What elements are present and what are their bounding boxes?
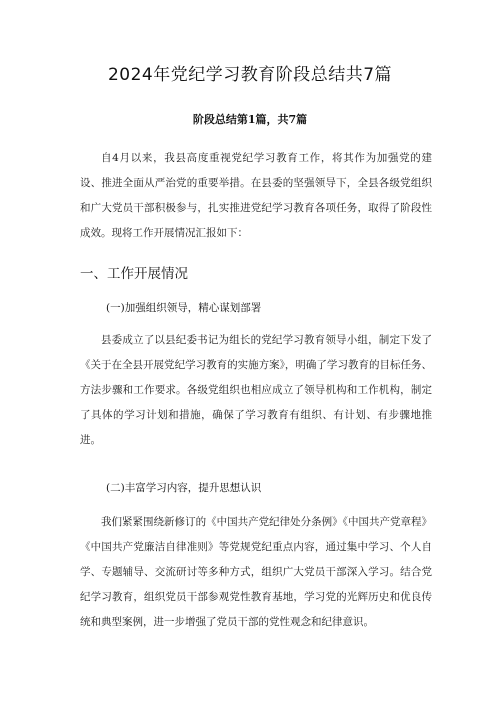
section-heading: 一、工作开展情况	[80, 266, 188, 282]
body-paragraph: 我们紧紧围绕新修订的《中国共产党纪律处分条例》《中国共产党章程》《中国共产党廉洁自律准则》等党规党纪重点内容，通过集中学习、个人自学、专题辅导、交流研讨等多种方式，组织广大党员干部深入学习。结合党纪学习教育，组织党员干部参观党性教育基地，学习党的光辉历史和优良传统和典型案例，进一步增强了党员干部的党性观念和纪律意识。	[80, 516, 432, 628]
document-title: 2024年党纪学习教育阶段总结共7篇	[107, 65, 393, 85]
subsection-heading: (一)加强组织领导，精心谋划部署	[106, 302, 262, 314]
intro-paragraph: 自4月以来，我县高度重视党纪学习教育工作，将其作为加强党的建设、推进全面从严治党的重要举措。在县委的坚强领导下，全县各级党组织和广大党员干部积极参与，扎实推进党纪学习教育各项任务，取得了阶段性成效。现将工作开展情况汇报如下：	[80, 152, 432, 239]
document-subtitle: 阶段总结第1篇，共7篇	[192, 113, 308, 126]
body-paragraph: 县委成立了以县纪委书记为组长的党纪学习教育领导小组，制定下发了《关于在全县开展党纪学习教育的实施方案》，明确了学习教育的目标任务、方法步骤和工作要求。各级党组织也相应成立了领导机构和工作机构，制定了具体的学习计划和措施，确保了学习教育有组织、有计划、有步骤地推进。	[80, 334, 432, 446]
subsection-heading: (二)丰富学习内容，提升思想认识	[106, 482, 262, 494]
